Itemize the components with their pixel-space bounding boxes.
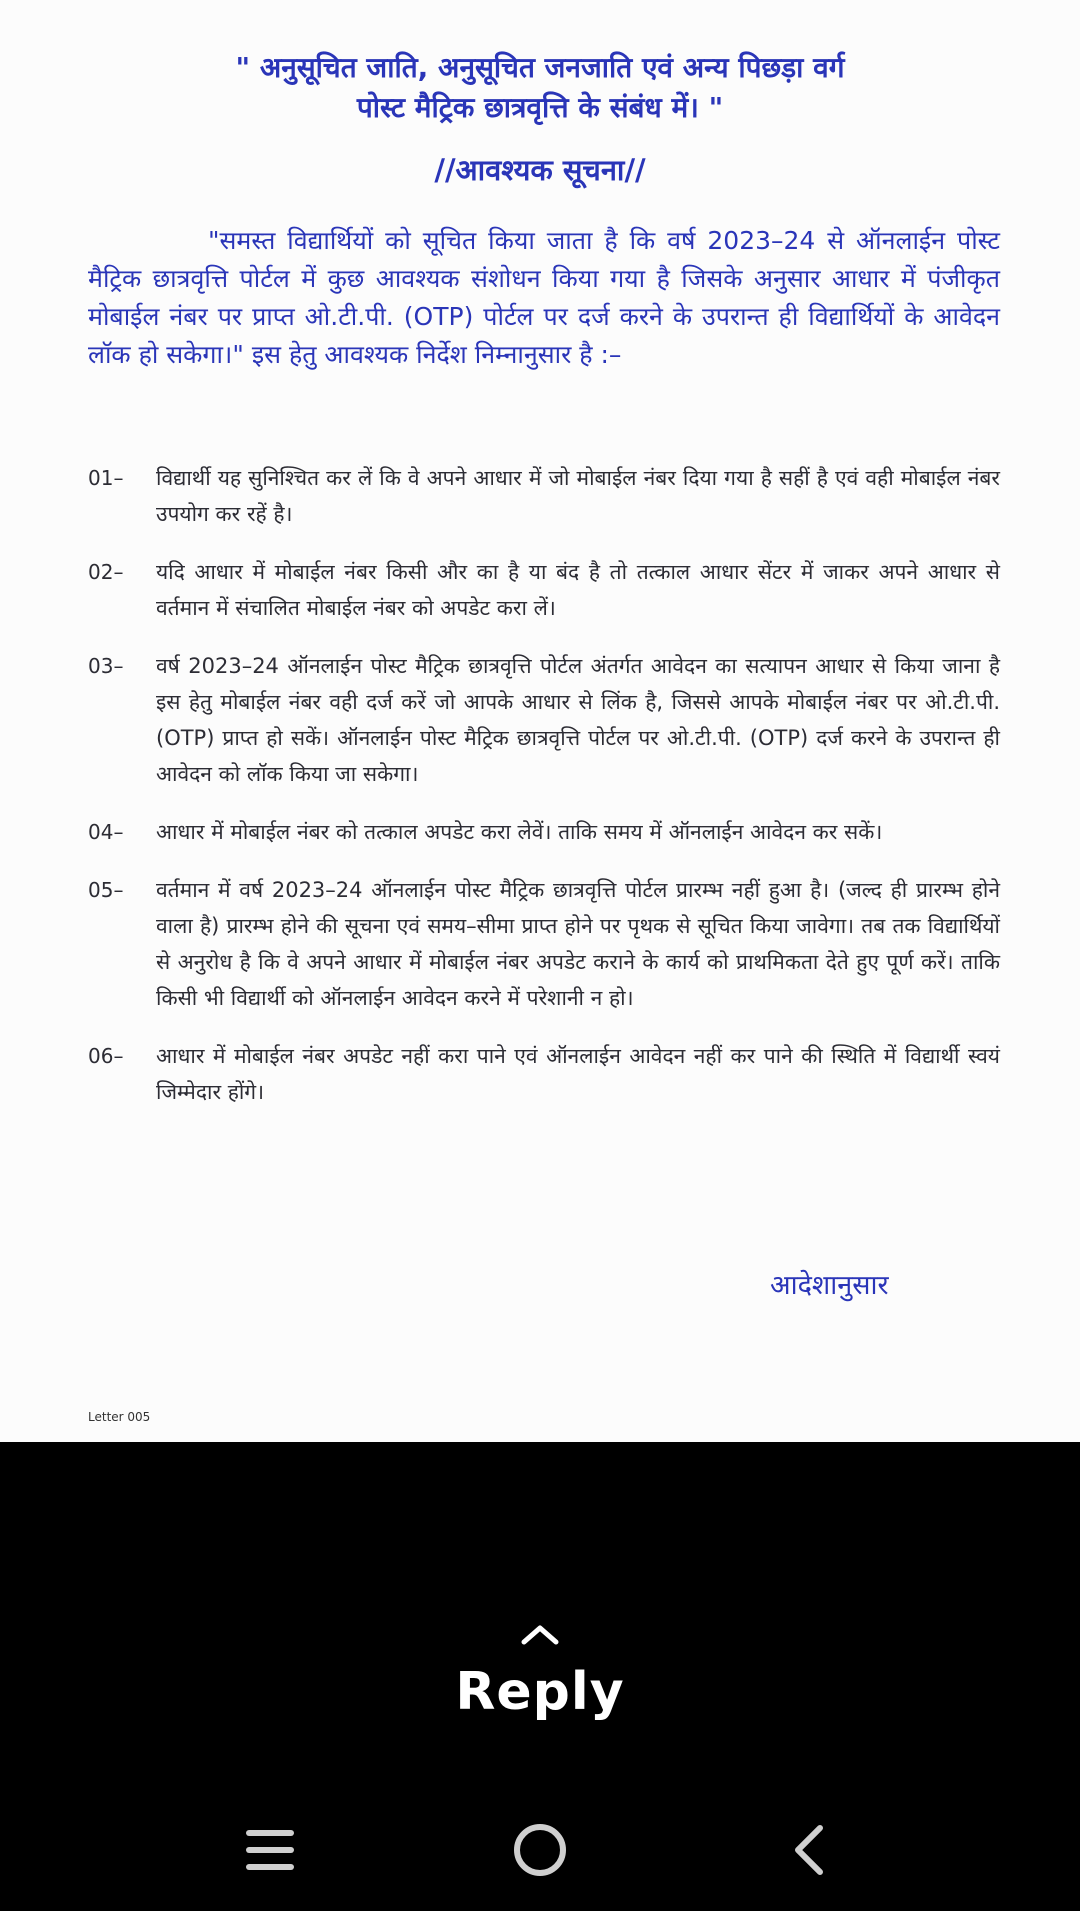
item-text: वर्तमान में वर्ष 2023–24 ऑनलाईन पोस्ट मैट्रिक छात्रवृत्ति पोर्टल प्रारम्भ नहीं हुआ है। (जल्द ही प्रारम्भ होने वाला है) प्रारम्भ होने की सूचना एवं समय–सीमा प्राप्त होने पर पृथक से सूचित किया जावेगा। तब तक विद्यार्थियों से अनुरोध है कि वे अपने आधार में मोबाईल नंबर अपडेट कराने के कार्य को प्राथमिकता देते हुए पूर्ण करें। ताकि किसी भी विद्यार्थी को ऑनलाईन आवेदन करने में परेशानी न हो। — [156, 878, 1000, 1010]
list-item — [88, 872, 1000, 1016]
list-item — [88, 814, 1000, 850]
item-text: यदि आधार में मोबाईल नंबर किसी और का है या बंद है तो तत्काल आधार सेंटर में जाकर अपने आधार से वर्तमान में संचालित मोबाईल नंबर को अपडेट करा लें। — [156, 560, 1000, 620]
back-icon — [770, 1810, 850, 1890]
title-line-2: पोस्ट मैट्रिक छात्रवृत्ति के संबंध में। " — [356, 91, 724, 124]
list-item — [88, 554, 1000, 626]
item-number: 05– — [88, 878, 124, 902]
item-number: 02– — [88, 560, 124, 584]
item-number: 03– — [88, 654, 124, 678]
signoff-text: आदेशानुसार — [770, 1270, 889, 1301]
list-item — [88, 1038, 1000, 1110]
title-line-1: " अनुसूचित जाति, अनुसूचित जनजाति एवं अन्य पिछड़ा वर्ग — [235, 51, 845, 84]
item-text: वर्ष 2023–24 ऑनलाईन पोस्ट मैट्रिक छात्रवृत्ति पोर्टल अंतर्गत आवेदन का सत्यापन आधार से किया जाना है इस हेतु मोबाईल नंबर वही दर्ज करें जो आपके आधार से लिंक है, जिससे आपके मोबाईल नंबर पर ओ.टी.पी. (OTP) प्राप्त हो सकें। ऑनलाईन पोस्ट मैट्रिक छात्रवृत्ति पोर्टल पर ओ.टी.पी. (OTP) दर्ज करने के उपरान्त ही आवेदन को लॉक किया जा सकेगा। — [156, 654, 1000, 786]
item-text: आधार में मोबाईल नंबर अपडेट नहीं करा पाने एवं ऑनलाईन आवेदन नहीं कर पाने की स्थिति में विद्यार्थी स्वयं जिम्मेदार होंगे। — [156, 1044, 1000, 1104]
item-number: 06– — [88, 1044, 124, 1068]
reply-button[interactable] — [0, 1620, 1080, 1722]
home-button[interactable] — [500, 1810, 580, 1890]
recents-button[interactable] — [230, 1810, 310, 1890]
item-text: आधार में मोबाईल नंबर को तत्काल अपडेट करा लेवें। ताकि समय में ऑनलाईन आवेदन कर सकें। — [156, 820, 883, 844]
reply-label: Reply — [455, 1662, 625, 1722]
letter-reference: Letter 005 — [88, 1410, 151, 1424]
chevron-up-icon — [518, 1620, 562, 1648]
recents-icon — [230, 1810, 310, 1890]
home-icon — [500, 1810, 580, 1890]
list-item — [88, 460, 1000, 532]
list-item — [88, 648, 1000, 792]
system-navigation-bar — [0, 1810, 1080, 1890]
notice-heading: //आवश्यक सूचना// — [434, 153, 646, 187]
item-text: विद्यार्थी यह सुनिश्चित कर लें कि वे अपने आधार में जो मोबाईल नंबर दिया गया है सहीं है एवं वही मोबाईल नंबर उपयोग कर रहें है। — [156, 466, 1000, 526]
intro-paragraph: "समस्त विद्यार्थियों को सूचित किया जाता है कि वर्ष 2023–24 से ऑनलाईन पोस्ट मैट्रिक छात्रवृत्ति पोर्टल में कुछ आवश्यक संशोधन किया गया है जिसके अनुसार आधार में पंजीकृत मोबाईल नंबर पर प्राप्त ओ.टी.पी. (OTP) पोर्टल पर दर्ज करने के उपरान्त ही विद्यार्थियों के आवेदन लॉक हो सकेगा।" इस हेतु आवश्यक निर्देश निम्नानुसार है :– — [88, 226, 1000, 369]
instruction-list — [88, 460, 1000, 1132]
back-button[interactable] — [770, 1810, 850, 1890]
item-number: 01– — [88, 466, 124, 490]
document-title — [0, 48, 1080, 128]
item-number: 04– — [88, 820, 124, 844]
